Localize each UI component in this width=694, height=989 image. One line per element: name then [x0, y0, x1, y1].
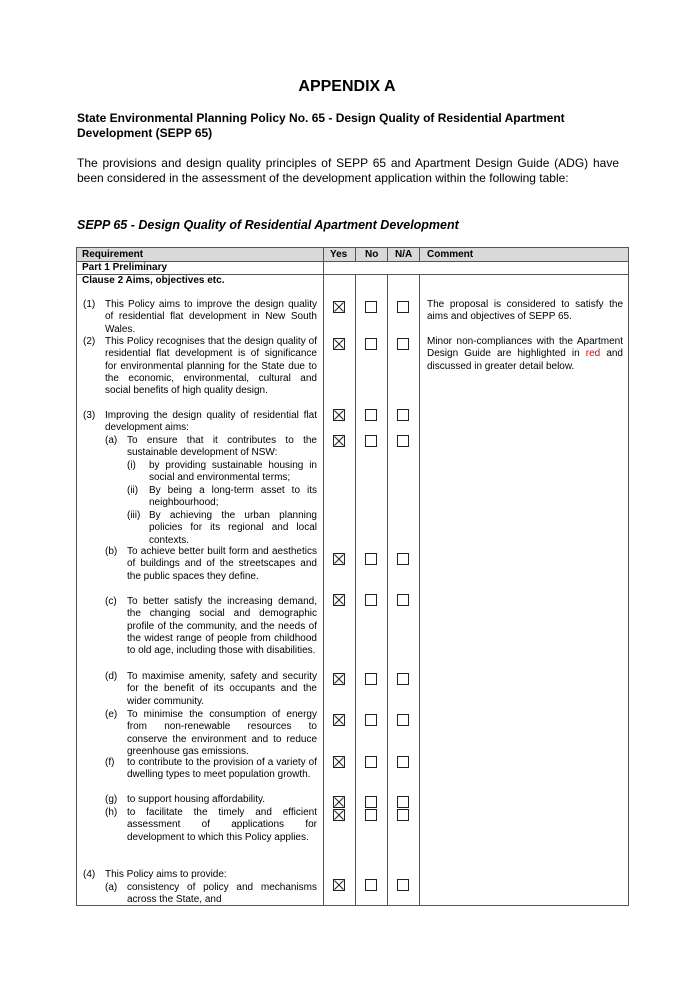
cross-mark-icon	[334, 715, 344, 725]
checkbox-na[interactable]	[397, 338, 409, 350]
item-text: consistency of policy and mechanisms across the State, and	[127, 882, 317, 906]
checkbox-no[interactable]	[365, 409, 377, 421]
checkbox-yes[interactable]	[333, 301, 345, 313]
checkbox-na[interactable]	[397, 301, 409, 313]
checkbox-yes[interactable]	[333, 594, 345, 606]
page-title: APPENDIX A	[298, 78, 396, 95]
checkbox-yes[interactable]	[333, 879, 345, 891]
checkbox-yes[interactable]	[333, 553, 345, 565]
checkbox-no[interactable]	[365, 301, 377, 313]
checkbox-yes[interactable]	[333, 673, 345, 685]
checkbox-no[interactable]	[365, 338, 377, 350]
part-label: Part 1 Preliminary	[82, 262, 168, 273]
cross-mark-icon	[334, 810, 344, 820]
checkbox-no[interactable]	[365, 553, 377, 565]
checkbox-na[interactable]	[397, 809, 409, 821]
col-divider	[419, 248, 420, 261]
comment-noncompliance	[427, 336, 623, 373]
cross-mark-icon	[334, 410, 344, 420]
item-text: By being a long-term asset to its neighbourhood;	[149, 485, 317, 509]
checkbox-na[interactable]	[397, 796, 409, 808]
checkbox-yes[interactable]	[333, 756, 345, 768]
item-number: (a)	[105, 882, 118, 893]
cross-mark-icon	[334, 880, 344, 890]
item-text: This Policy recognises that the design quality of residential flat development is of significance for environmental planning for the State due to the economic, environmental, cultural and social benefits of high quality design.	[105, 336, 317, 397]
requirements-table	[76, 247, 629, 906]
comment-noncompliance-text: Minor non-compliances with the Apartment Design Guide are highlighted in	[427, 336, 623, 360]
cross-mark-icon	[334, 554, 344, 564]
item-number: (d)	[105, 671, 118, 682]
checkbox-yes[interactable]	[333, 409, 345, 421]
checkbox-yes[interactable]	[333, 796, 345, 808]
header-yes: Yes	[330, 249, 348, 260]
item-number: (f)	[105, 757, 115, 768]
item-number: (e)	[105, 709, 118, 720]
table-header-row	[77, 248, 628, 262]
item-text: To better satisfy the increasing demand, the changing social and demographic profile of the community, and the needs of the widest range of people from childhood to old age, including those with disabilities.	[127, 596, 317, 657]
item-number: (4)	[83, 869, 96, 880]
comment-noncompliance-tail: and discussed in greater detail below.	[427, 348, 623, 372]
checkbox-na[interactable]	[397, 435, 409, 447]
item-text: To maximise amenity, safety and security for the benefit of its occupants and the wider community.	[127, 671, 317, 707]
checkbox-no[interactable]	[365, 879, 377, 891]
item-text: To minimise the consumption of energy from non-renewable resources to conserve the environment and to reduce greenhouse gas emissions.	[127, 709, 317, 757]
item-number: (ii)	[127, 485, 139, 496]
item-text: to facilitate the timely and efficient assessment of applications for development to which this Policy applies.	[127, 807, 317, 843]
checkbox-na[interactable]	[397, 714, 409, 726]
item-text: By achieving the urban planning policies for its regional and local contexts.	[149, 510, 317, 546]
header-na: N/A	[395, 249, 413, 260]
header-comment: Comment	[427, 249, 474, 260]
col-divider	[323, 248, 324, 905]
checkbox-no[interactable]	[365, 756, 377, 768]
checkbox-no[interactable]	[365, 435, 377, 447]
col-divider	[355, 274, 356, 905]
item-text: by providing sustainable housing in social and environmental terms;	[149, 460, 317, 484]
clause-label: Clause 2 Aims, objectives etc.	[82, 275, 225, 286]
cross-mark-icon	[334, 302, 344, 312]
checkbox-na[interactable]	[397, 594, 409, 606]
cross-mark-icon	[334, 674, 344, 684]
col-divider	[419, 274, 420, 905]
checkbox-yes[interactable]	[333, 435, 345, 447]
item-text: This Policy aims to improve the design quality of residential flat development in New South Wales.	[105, 299, 317, 335]
item-text: to contribute to the provision of a variety of dwelling types to meet population growth.	[127, 757, 317, 781]
checkbox-no[interactable]	[365, 796, 377, 808]
item-text: to support housing affordability.	[127, 794, 266, 805]
col-divider	[387, 248, 388, 261]
item-text: To ensure that it contributes to the sustainable development of NSW:	[127, 435, 317, 459]
cross-mark-icon	[334, 436, 344, 446]
comment-red-word: red	[585, 348, 601, 360]
checkbox-na[interactable]	[397, 673, 409, 685]
checkbox-na[interactable]	[397, 756, 409, 768]
cross-mark-icon	[334, 339, 344, 349]
checkbox-yes[interactable]	[333, 338, 345, 350]
header-no: No	[365, 249, 379, 260]
checkbox-no[interactable]	[365, 714, 377, 726]
item-text: This Policy aims to provide:	[105, 869, 227, 880]
checkbox-no[interactable]	[365, 594, 377, 606]
item-number: (g)	[105, 794, 118, 805]
intro-paragraph: The provisions and design quality principles of SEPP 65 and Apartment Design Guide (ADG) have been considered in the assessment of the development application within the following table:	[77, 156, 619, 185]
item-number: (h)	[105, 807, 118, 818]
col-divider	[387, 274, 388, 905]
item-number: (3)	[83, 410, 96, 421]
header-requirement: Requirement	[82, 249, 144, 260]
cross-mark-icon	[334, 595, 344, 605]
cross-mark-icon	[334, 757, 344, 767]
checkbox-no[interactable]	[365, 673, 377, 685]
col-divider	[355, 248, 356, 261]
checkbox-na[interactable]	[397, 409, 409, 421]
checkbox-na[interactable]	[397, 879, 409, 891]
checkbox-yes[interactable]	[333, 714, 345, 726]
item-number: (i)	[127, 460, 136, 471]
item-number: (c)	[105, 596, 117, 607]
table-subheading: SEPP 65 - Design Quality of Residential Apartment Development	[77, 218, 459, 232]
item-number: (a)	[105, 435, 118, 446]
checkbox-yes[interactable]	[333, 809, 345, 821]
cross-mark-icon	[334, 797, 344, 807]
item-number: (1)	[83, 299, 96, 310]
checkbox-na[interactable]	[397, 553, 409, 565]
checkbox-no[interactable]	[365, 809, 377, 821]
item-number: (2)	[83, 336, 96, 347]
item-number: (b)	[105, 546, 118, 557]
policy-heading: State Environmental Planning Policy No. 65 - Design Quality of Residential Apartment Development (SEPP 65)	[77, 111, 565, 140]
item-number: (iii)	[127, 510, 141, 521]
item-text: To achieve better built form and aesthetics of buildings and of the streetscapes and the public spaces they define.	[127, 546, 317, 582]
comment-aims: The proposal is considered to satisfy the aims and objectives of SEPP 65.	[427, 299, 623, 323]
item-text: Improving the design quality of residential flat development aims:	[105, 410, 317, 434]
